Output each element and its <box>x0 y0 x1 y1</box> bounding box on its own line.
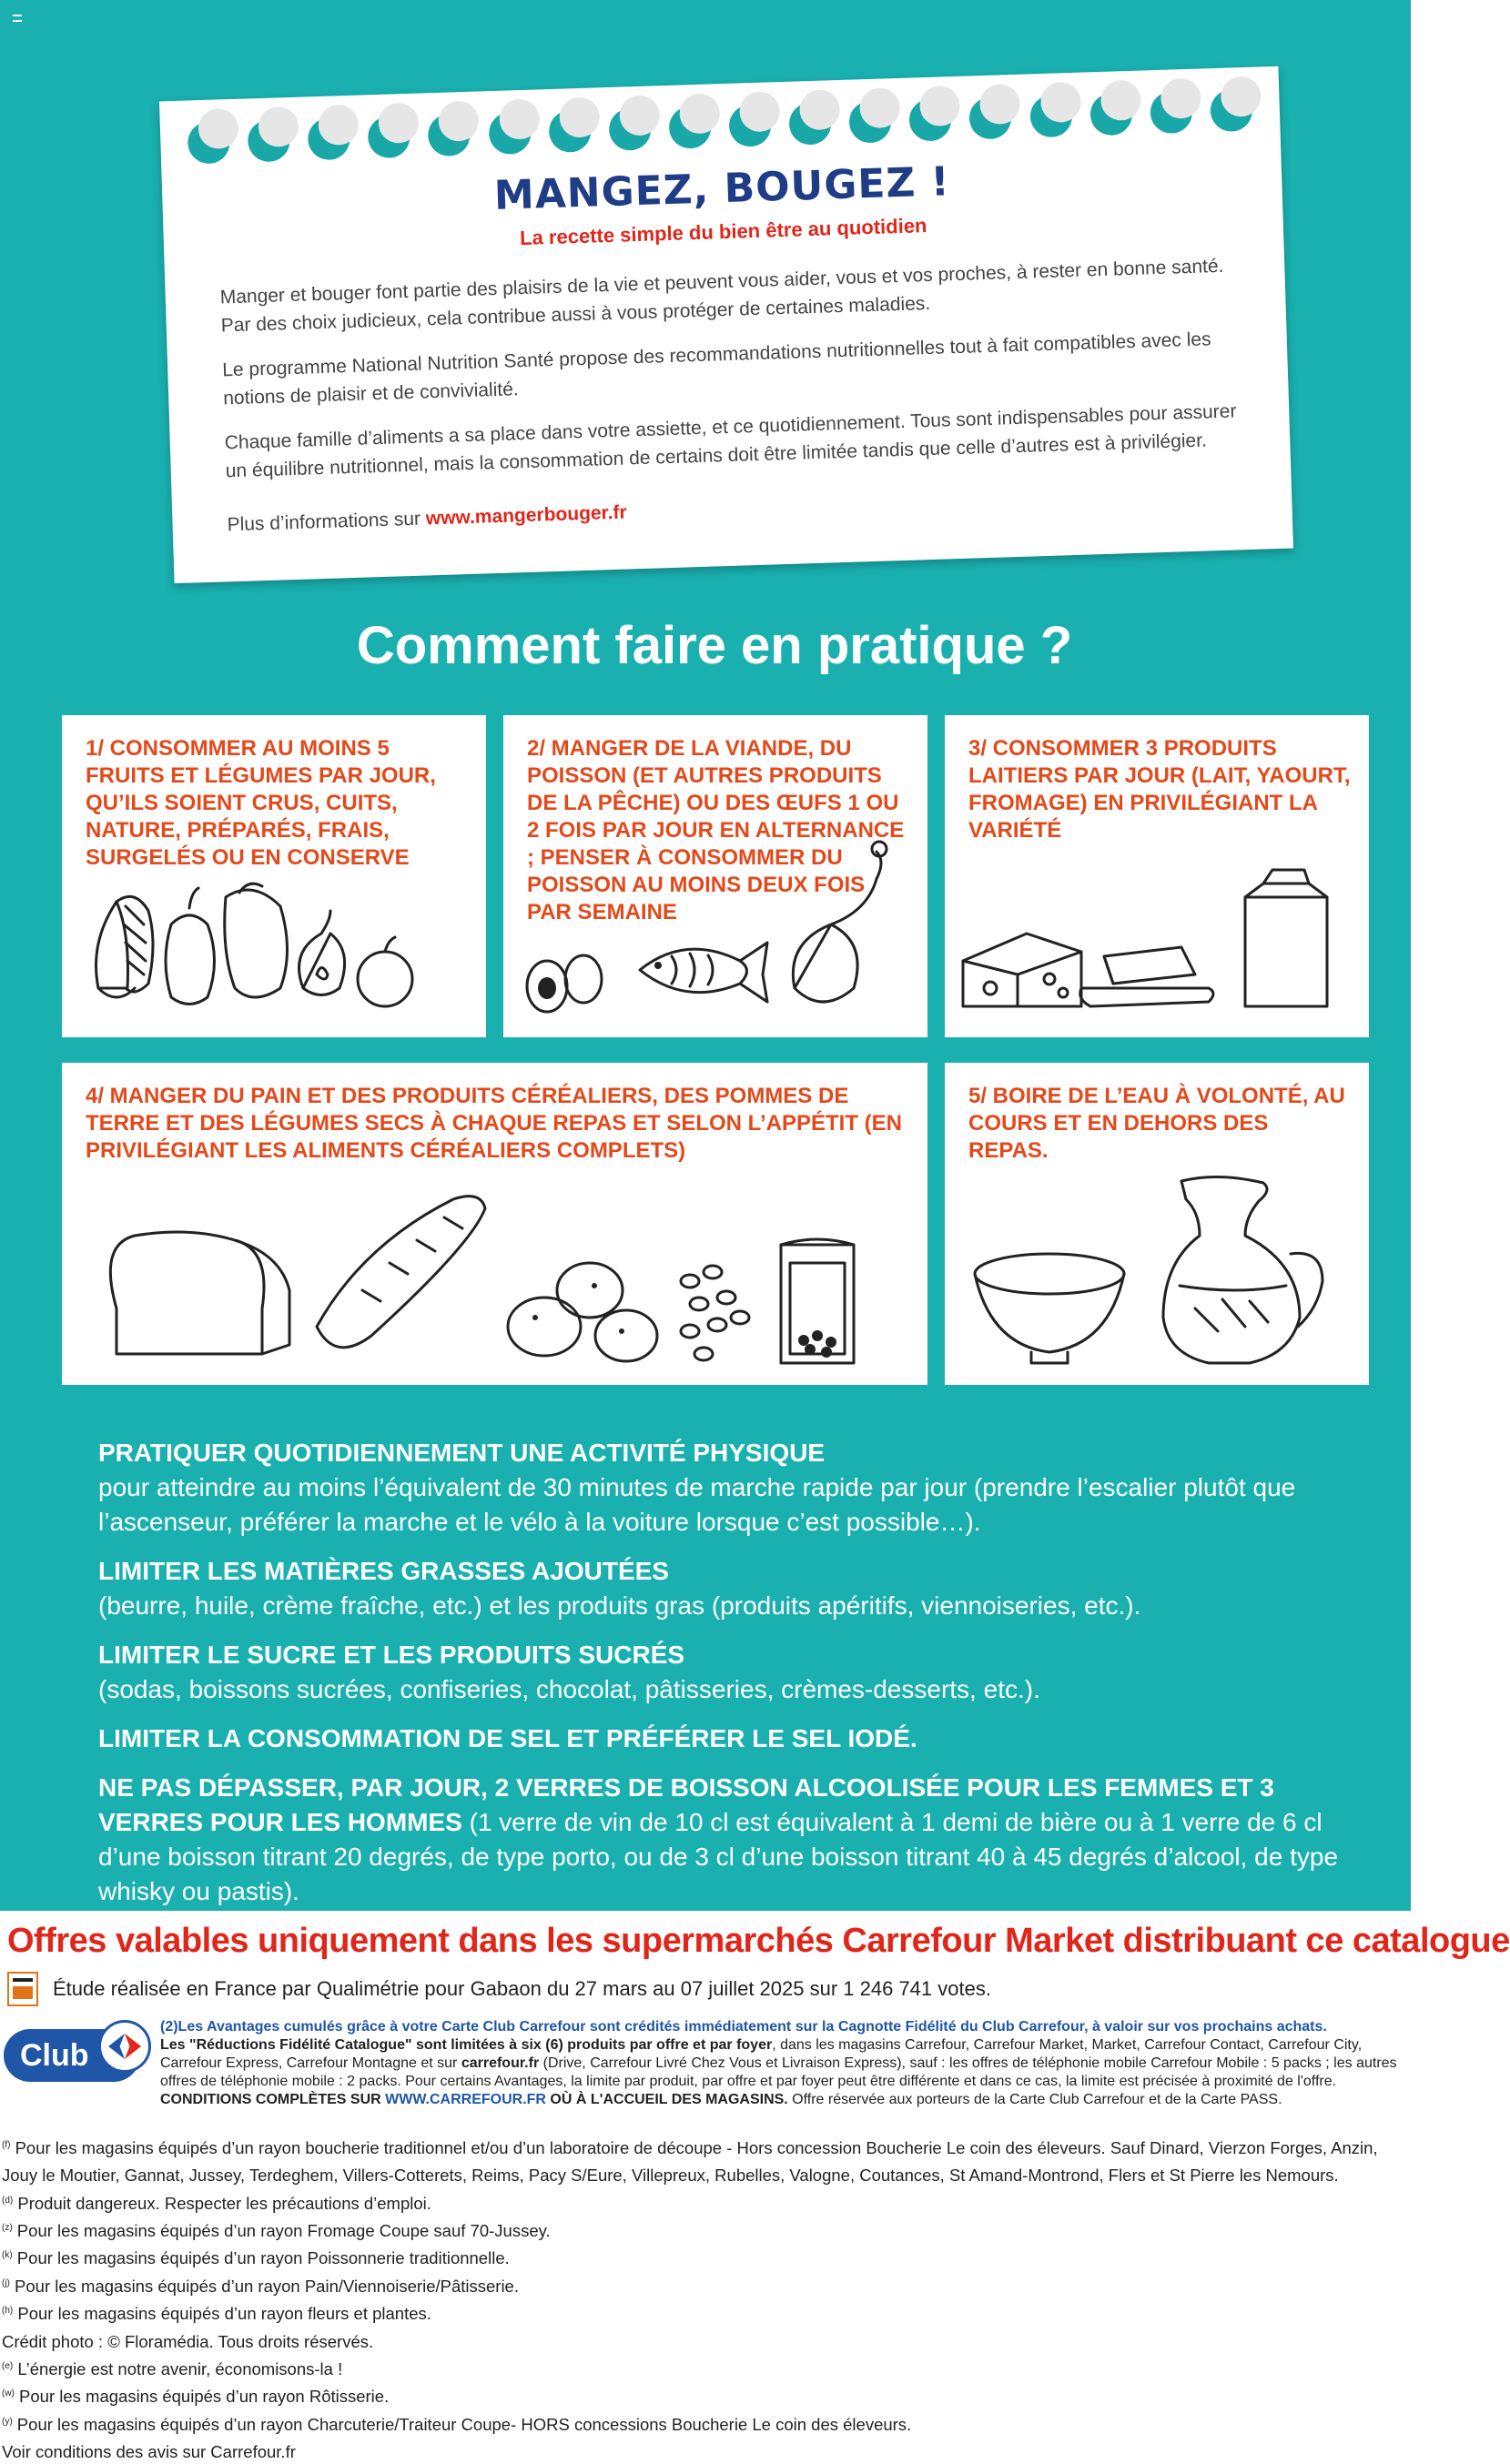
footnote: $^{(e)}$ L’énergie est notre avenir, économisons-la ! <box>2 2359 343 2379</box>
spiral-ring-icon <box>668 106 711 148</box>
advice-body: (beurre, huile, crème fraîche, etc.) et les produits gras (produits apéritifs, viennoiseries, etc.). <box>98 1591 1141 1620</box>
footnote: $^{(h)}$ Pour les magasins équipés d’un rayon fleurs et plantes. <box>2 2304 431 2324</box>
section-title: Comment faire en pratique ? <box>356 616 1073 675</box>
advice-heading: NE PAS DÉPASSER, PAR JOUR, 2 VERRES DE BOISSON ALCOOLISÉE POUR LES FEMMES ET 3 VERRES POUR LES HOMMES <box>98 1773 1274 1836</box>
notepad-card <box>159 66 1293 583</box>
panel-fruits-vegetables <box>62 715 486 1037</box>
card-paragraph: Le programme National Nutrition Santé propose des recommandations nutritionnelles tout à fait compatibles avec les notions de plaisir et de convivialité. <box>221 328 1211 409</box>
more-info <box>227 479 1246 539</box>
footnote: $^{(w)}$ Pour les magasins équipés d’un rayon Rôtisserie. <box>2 2387 390 2407</box>
footnotes <box>2 2133 1409 2464</box>
spiral-ring-icon <box>488 112 531 155</box>
club-limit-bold: Les "Réductions Fidélité Catalogue" sont limitées à six (6) produits par offre et par foyer <box>160 2037 773 2053</box>
spiral-ring-icon <box>1029 95 1072 137</box>
footnote: $^{(z)}$ Pour les magasins équipés d’un rayon Fromage Coupe sauf 70-Jussey. <box>2 2221 551 2241</box>
advice-body: pour atteindre au moins l’équivalent de 30 minutes de marche rapide par jour (prendre l’escalier plutôt que l’ascenseur, préférer la marche et le vélo à la voiture lorsque c’est possible…). <box>98 1473 1296 1536</box>
club-site: carrefour.fr <box>461 2055 540 2071</box>
card-paragraph: Manger et bouger font partie des plaisirs de la vie et peuvent vous aider, vous et vos proches, à rester en bonne santé. Par des choix judicieux, cela contribue aussi à vous protéger de certaines maladies. <box>219 255 1224 337</box>
advice-fats <box>98 1554 1354 1623</box>
advice-body: (1 verre de vin de 10 cl est équivalent à 1 demi de bière ou à 1 verre de 6 cl d’une boisson titrant 20 degrés, de type porto, ou de 3 cl d’une boisson titrant 40 à 45 degrés d’alcool, de type whisky ou pastis). <box>98 1808 1339 1905</box>
club-stores: , dans les magasins Carrefour, Carrefour Market, Market, Carrefour Contact, Carrefour City, Carrefour Express, Carrefour Montagne et sur <box>160 2037 1363 2071</box>
carrefour-link[interactable]: WWW.CARREFOUR.FR <box>385 2092 546 2107</box>
advice-heading: LIMITER LES MATIÈRES GRASSES AJOUTÉES <box>98 1557 669 1585</box>
cereals-icon <box>62 1063 927 1385</box>
study-line <box>7 1972 991 2006</box>
spiral-ring-icon <box>308 117 350 160</box>
panel-text: 3/ CONSOMMER 3 PRODUITS LAITIERS PAR JOUR (LAIT, YAOURT, FROMAGE) EN PRIVILÉGIANT LA VARIÉTÉ <box>968 736 1351 843</box>
footnote: Jouy le Moutier, Gannat, Jussey, Terdeghem, Villers-Cotterets, Reims, Pacy S/Eure, Villepreux, Rubelles, Valogne, Coutances, St Amand-Montrond, Flers et St Pierre les Nemours. <box>2 2166 1339 2186</box>
club-conditions <box>160 2018 1405 2109</box>
menu-icon[interactable] <box>13 15 22 22</box>
panel-text: 5/ BOIRE DE L’EAU À VOLONTÉ, AU COURS ET EN DEHORS DES REPAS. <box>968 1084 1345 1163</box>
club-conditions-where: OÙ À L'ACCUEIL DES MAGASINS. <box>545 2092 788 2107</box>
spiral-ring-icon <box>608 108 651 151</box>
club-line-2 <box>160 2036 1405 2109</box>
footnote: Crédit photo : © Floramédia. Tous droits réservés. <box>2 2331 374 2351</box>
advice-list <box>98 1436 1354 1924</box>
meat-fish-eggs-icon <box>503 715 927 1037</box>
footnote: $^{(f)}$ Pour les magasins équipés d’un rayon boucherie traditionnel et/ou d’un laboratoire de découpe - Hors concession Boucherie Le coin des éleveurs. Sauf Dinard, Vierzon Forges, Anzin, <box>2 2138 1378 2158</box>
card-title: MANGEZ, BOUGEZ ! <box>493 158 951 219</box>
panel-water <box>945 1063 1369 1385</box>
spiral-ring-icon <box>1089 93 1132 136</box>
water-icon <box>945 1063 1369 1385</box>
footnote: Voir conditions des avis sur Carrefour.fr <box>2 2442 296 2462</box>
spiral-ring-icon <box>969 96 1012 139</box>
fruits-vegetables-icon <box>62 715 486 1037</box>
advice-sugar <box>98 1638 1354 1707</box>
spiral-ring-icon <box>788 102 831 145</box>
study-badge-icon <box>7 1972 38 2006</box>
advice-physical-activity <box>98 1436 1354 1540</box>
card-subtitle: La recette simple du bien être au quotidien <box>519 214 927 250</box>
club-conditions-holders: Offre réservée aux porteurs de la Carte Club Carrefour et de la Carte PASS. <box>787 2092 1282 2107</box>
spiral-ring-icon <box>849 100 892 143</box>
panel-text: 1/ CONSOMMER AU MOINS 5 FRUITS ET LÉGUMES PAR JOUR, QU’ILS SOIENT CRUS, CUITS, NATURE, PRÉPARÉS, FRAIS, SURGELÉS OU EN CONSERVE <box>86 736 436 870</box>
spiral-ring-icon <box>248 119 290 162</box>
panel-cereals <box>62 1063 927 1385</box>
advice-heading: LIMITER LE SUCRE ET LES PRODUITS SUCRÉS <box>98 1641 685 1669</box>
dairy-icon <box>945 715 1369 1037</box>
advice-heading: PRATIQUER QUOTIDIENNEMENT UNE ACTIVITÉ PHYSIQUE <box>98 1439 826 1467</box>
offer-title: Offres valables uniquement dans les supermarchés Carrefour Market distribuant ce catalogue <box>7 1922 1510 1960</box>
panel-text: 4/ MANGER DU PAIN ET DES PRODUITS CÉRÉALIERS, DES POMMES DE TERRE ET DES LÉGUMES SECS À CHAQUE REPAS ET SELON L’APPÉTIT (EN PRIVILÉGIANT LES ALIMENTS CÉRÉALIERS COMPLETS) <box>86 1084 902 1163</box>
panel-dairy <box>945 715 1369 1037</box>
advice-alcohol <box>98 1771 1354 1909</box>
spiral-ring-icon <box>548 110 591 153</box>
club-line-1: (2)Les Avantages cumulés grâce à votre Carte Club Carrefour sont crédités immédiatement sur la Cagnotte Fidélité du Club Carrefour, à valoir sur vos prochains achats. <box>160 2019 1327 2035</box>
footnote: $^{(k)}$ Pour les magasins équipés d’un rayon Poissonnerie traditionnelle. <box>2 2248 510 2268</box>
study-text: Étude réalisée en France par Qualimétrie pour Gabaon du 27 mars au 07 juillet 2025 sur 1 246 741 votes. <box>53 1977 991 2000</box>
club-carrefour-logo <box>4 2020 151 2089</box>
spiral-ring-icon <box>1210 89 1252 132</box>
carrefour-logo-icon <box>98 2020 151 2073</box>
advice-salt <box>98 1722 1354 1756</box>
mangerbouger-link[interactable]: www.mangerbouger.fr <box>425 501 627 530</box>
footnote: $^{(j)}$ Pour les magasins équipés d’un rayon Pain/Viennoiserie/Pâtisserie. <box>2 2276 519 2296</box>
more-info-label: Plus d’informations sur <box>227 508 421 536</box>
club-conditions-label: CONDITIONS COMPLÈTES SUR <box>160 2092 386 2107</box>
club-label: Club <box>4 2029 140 2082</box>
spiral-ring-icon <box>909 98 952 141</box>
club-exceptions: (Drive, Carrefour Livré Chez Vous et Livraison Express), sauf : les offres de téléphonie mobile Carrefour Mobile : 5 packs ; les autres offres de téléphonie mobile : 2 packs. Pour certains Avantages, la limite par produit, par offre et par foyer peut être différente et dans ce cas, la limite est précisée à proximité de l'offre. <box>160 2055 1397 2089</box>
panel-text: 2/ MANGER DE LA VIANDE, DU POISSON (ET AUTRES PRODUITS DE LA PÊCHE) OU DES ŒUFS 1 OU 2 FOIS PAR JOUR EN ALTERNANCE ; PENSER À CONSOMMER DU POISSON AU MOINS DEUX FOIS PAR SEMAINE <box>527 736 905 924</box>
card-paragraph: Chaque famille d’aliments a sa place dans votre assiette, et ce quotidiennement. Tous sont indispensables pour assurer un équilibre nutritionnel, mais la consommation de certains doit être limitée tandis que celle d’autres est à privilégier. <box>224 400 1237 482</box>
footnote: $^{(d)}$ Produit dangereux. Respecter les précautions d’emploi. <box>2 2193 431 2213</box>
spiral-ring-icon <box>187 121 230 164</box>
advice-body: (sodas, boissons sucrées, confiseries, chocolat, pâtisseries, crèmes-desserts, etc.). <box>98 1675 1040 1703</box>
spiral-ring-icon <box>1150 91 1192 134</box>
panel-meat-fish-eggs <box>503 715 927 1037</box>
spiral-ring-icon <box>428 114 471 157</box>
footnote: $^{(y)}$ Pour les magasins équipés d’un rayon Charcuterie/Traiteur Coupe- HORS concessions Boucherie Le coin des éleveurs. <box>2 2414 912 2434</box>
spiral-ring-icon <box>728 104 771 146</box>
advice-heading: LIMITER LA CONSOMMATION DE SEL ET PRÉFÉRER LE SEL IODÉ. <box>98 1724 917 1752</box>
spiral-ring-icon <box>368 116 410 158</box>
